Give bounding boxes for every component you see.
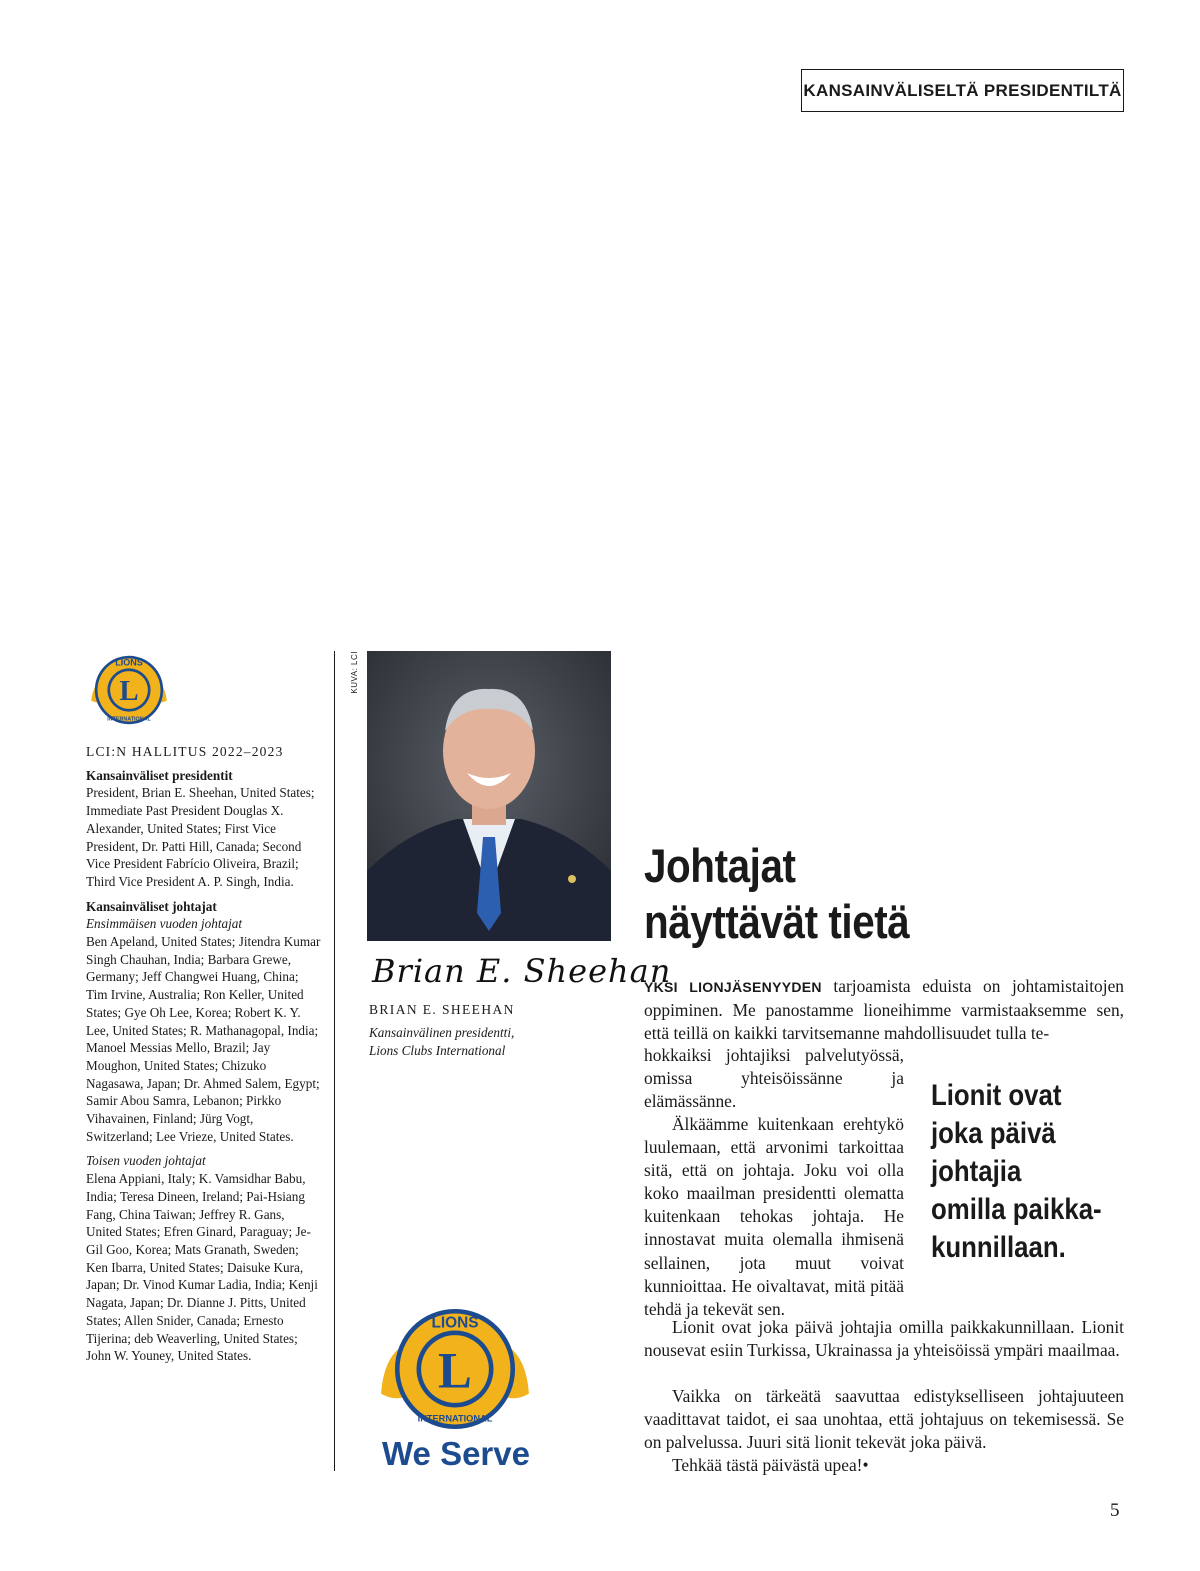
president-name: BRIAN E. SHEEHAN xyxy=(369,1002,515,1017)
svg-text:LIONS: LIONS xyxy=(431,1314,479,1332)
svg-text:LIONS: LIONS xyxy=(115,657,143,668)
article-paragraph-4: Vaikka on tärkeätä saavuttaa edistykselliseen johtajuuteen vaadittavat taidot, ei saa unohtaa, että johtajuus on tekemisessä. Se on palvelussa. Juuri sitä lionit tekevät joka päivä. xyxy=(644,1386,1124,1453)
svg-text:L: L xyxy=(438,1342,472,1399)
board-title: LCI:N HALLITUS 2022–2023 xyxy=(86,744,284,759)
svg-text:L: L xyxy=(119,674,139,707)
article-paragraph-1-cont: hokkaiksi johtajiksi palvelutyössä, omissa yhteisöissänne ja elämässänne. xyxy=(644,1045,904,1112)
article-paragraph-5: Tehkää tästä päivästä upea!• xyxy=(672,1455,869,1475)
signature: Brian E. Sheehan xyxy=(372,952,672,990)
article-paragraph-3: Lionit ovat joka päivä johtajia omilla paikkakunnillaan. Lionit nousevat esiin Turkissa, Ukrainassa ja yhteisöissä ympäri maailmaa. xyxy=(644,1317,1124,1361)
pull-quote: Lionit ovat joka päivä johtajia omilla paikka- kunnillaan. xyxy=(931,1079,1102,1264)
presidents-heading: Kansainväliset presidentit xyxy=(86,767,233,783)
lions-logo-small xyxy=(84,645,174,735)
article-paragraph-2: Älkäämme kuitenkaan erehtykö luulemaan, että arvonimi tarkoittaa sitä, että on johtaja. Joku voi olla koko maailman presidentti olematta kuitenkaan tehokas johtaja. He innostavat muita olemalla ihmisenä sellainen, jota muut voivat kunnioittaa. He oivaltavat, mitä pitää tehdä ja tekevät sen. xyxy=(644,1114,904,1319)
president-portrait xyxy=(367,651,611,941)
directors-heading: Kansainväliset johtajat xyxy=(86,898,217,914)
presidents-text: President, Brian E. Sheehan, United States; Immediate Past President Douglas X. Alexander, United States; First Vice President, Dr. Patti Hill, Canada; Second Vice President Fabrício Oliveira, Brazil; Third Vice President A. P. Singh, India. xyxy=(86,785,315,889)
photo-credit: KUVA: LCI xyxy=(350,651,359,694)
president-role: Kansainvälinen presidentti, Lions Clubs International xyxy=(369,1025,515,1058)
column-divider xyxy=(334,651,335,1471)
article-headline: Johtajat näyttävät tietä xyxy=(644,839,910,948)
second-year-text: Elena Appiani, Italy; K. Vamsidhar Babu, India; Teresa Dineen, Ireland; Pai-Hsiang Fang, China Taiwan; Jeffrey R. Gans, United States; Efren Ginard, Paraguay; Je-Gil Goo, Korea; Mats Granath, Sweden; Ken Ibarra, United States; Daisuke Kura, Japan; Dr. Vinod Kumar Ladia, India; Kenji Nagata, Japan; Dr. Dianne J. Pitts, United States; Allen Snider, Canada; Ernesto Tijerina; deb Weaverling, United States; John W. Youney, United States. xyxy=(86,1171,318,1364)
slogan: We Serve xyxy=(382,1435,530,1472)
lead-in: YKSI LIONJÄSENYYDEN xyxy=(644,979,822,995)
svg-text:INTERNATIONAL: INTERNATIONAL xyxy=(107,716,151,723)
page-number: 5 xyxy=(1110,1500,1120,1521)
first-year-text: Ben Apeland, United States; Jitendra Kumar Singh Chauhan, India; Barbara Grewe, Germany; Jeff Changwei Huang, China; Tim Irvine, Australia; Ron Keller, United States; Gye Oh Lee, Korea; Robert K. Y. Lee, United States; R. Mathanagopal, India; Manoel Messias Mello, Brazil; Jay Moughon, United States; Chizuko Nagasawa, Japan; Dr. Ahmed Salem, Egypt; Samir Abou Samra, Lebanon; Pirkko Vihavainen, Finland; Jürg Vogt, Switzerland; Lee Vrieze, United States. xyxy=(86,934,321,1144)
article-paragraph-1: YKSI LIONJÄSENYYDEN tarjoamista eduista on johtamistaitojen oppiminen. Me panostamme lioneihimme varmistaaksemme sen, että teillä on kaikki tarvitsemanne mahdollisuudet tulla te- xyxy=(644,976,1125,1044)
first-year-heading: Ensimmäisen vuoden johtajat xyxy=(86,916,243,932)
section-label: KANSAINVÄLISELTÄ PRESIDENTILTÄ xyxy=(801,69,1124,112)
second-year-heading: Toisen vuoden johtajat xyxy=(86,1153,206,1169)
svg-text:INTERNATIONAL: INTERNATIONAL xyxy=(417,1413,493,1424)
lions-logo-large xyxy=(378,1292,532,1446)
board-column xyxy=(86,645,322,1372)
